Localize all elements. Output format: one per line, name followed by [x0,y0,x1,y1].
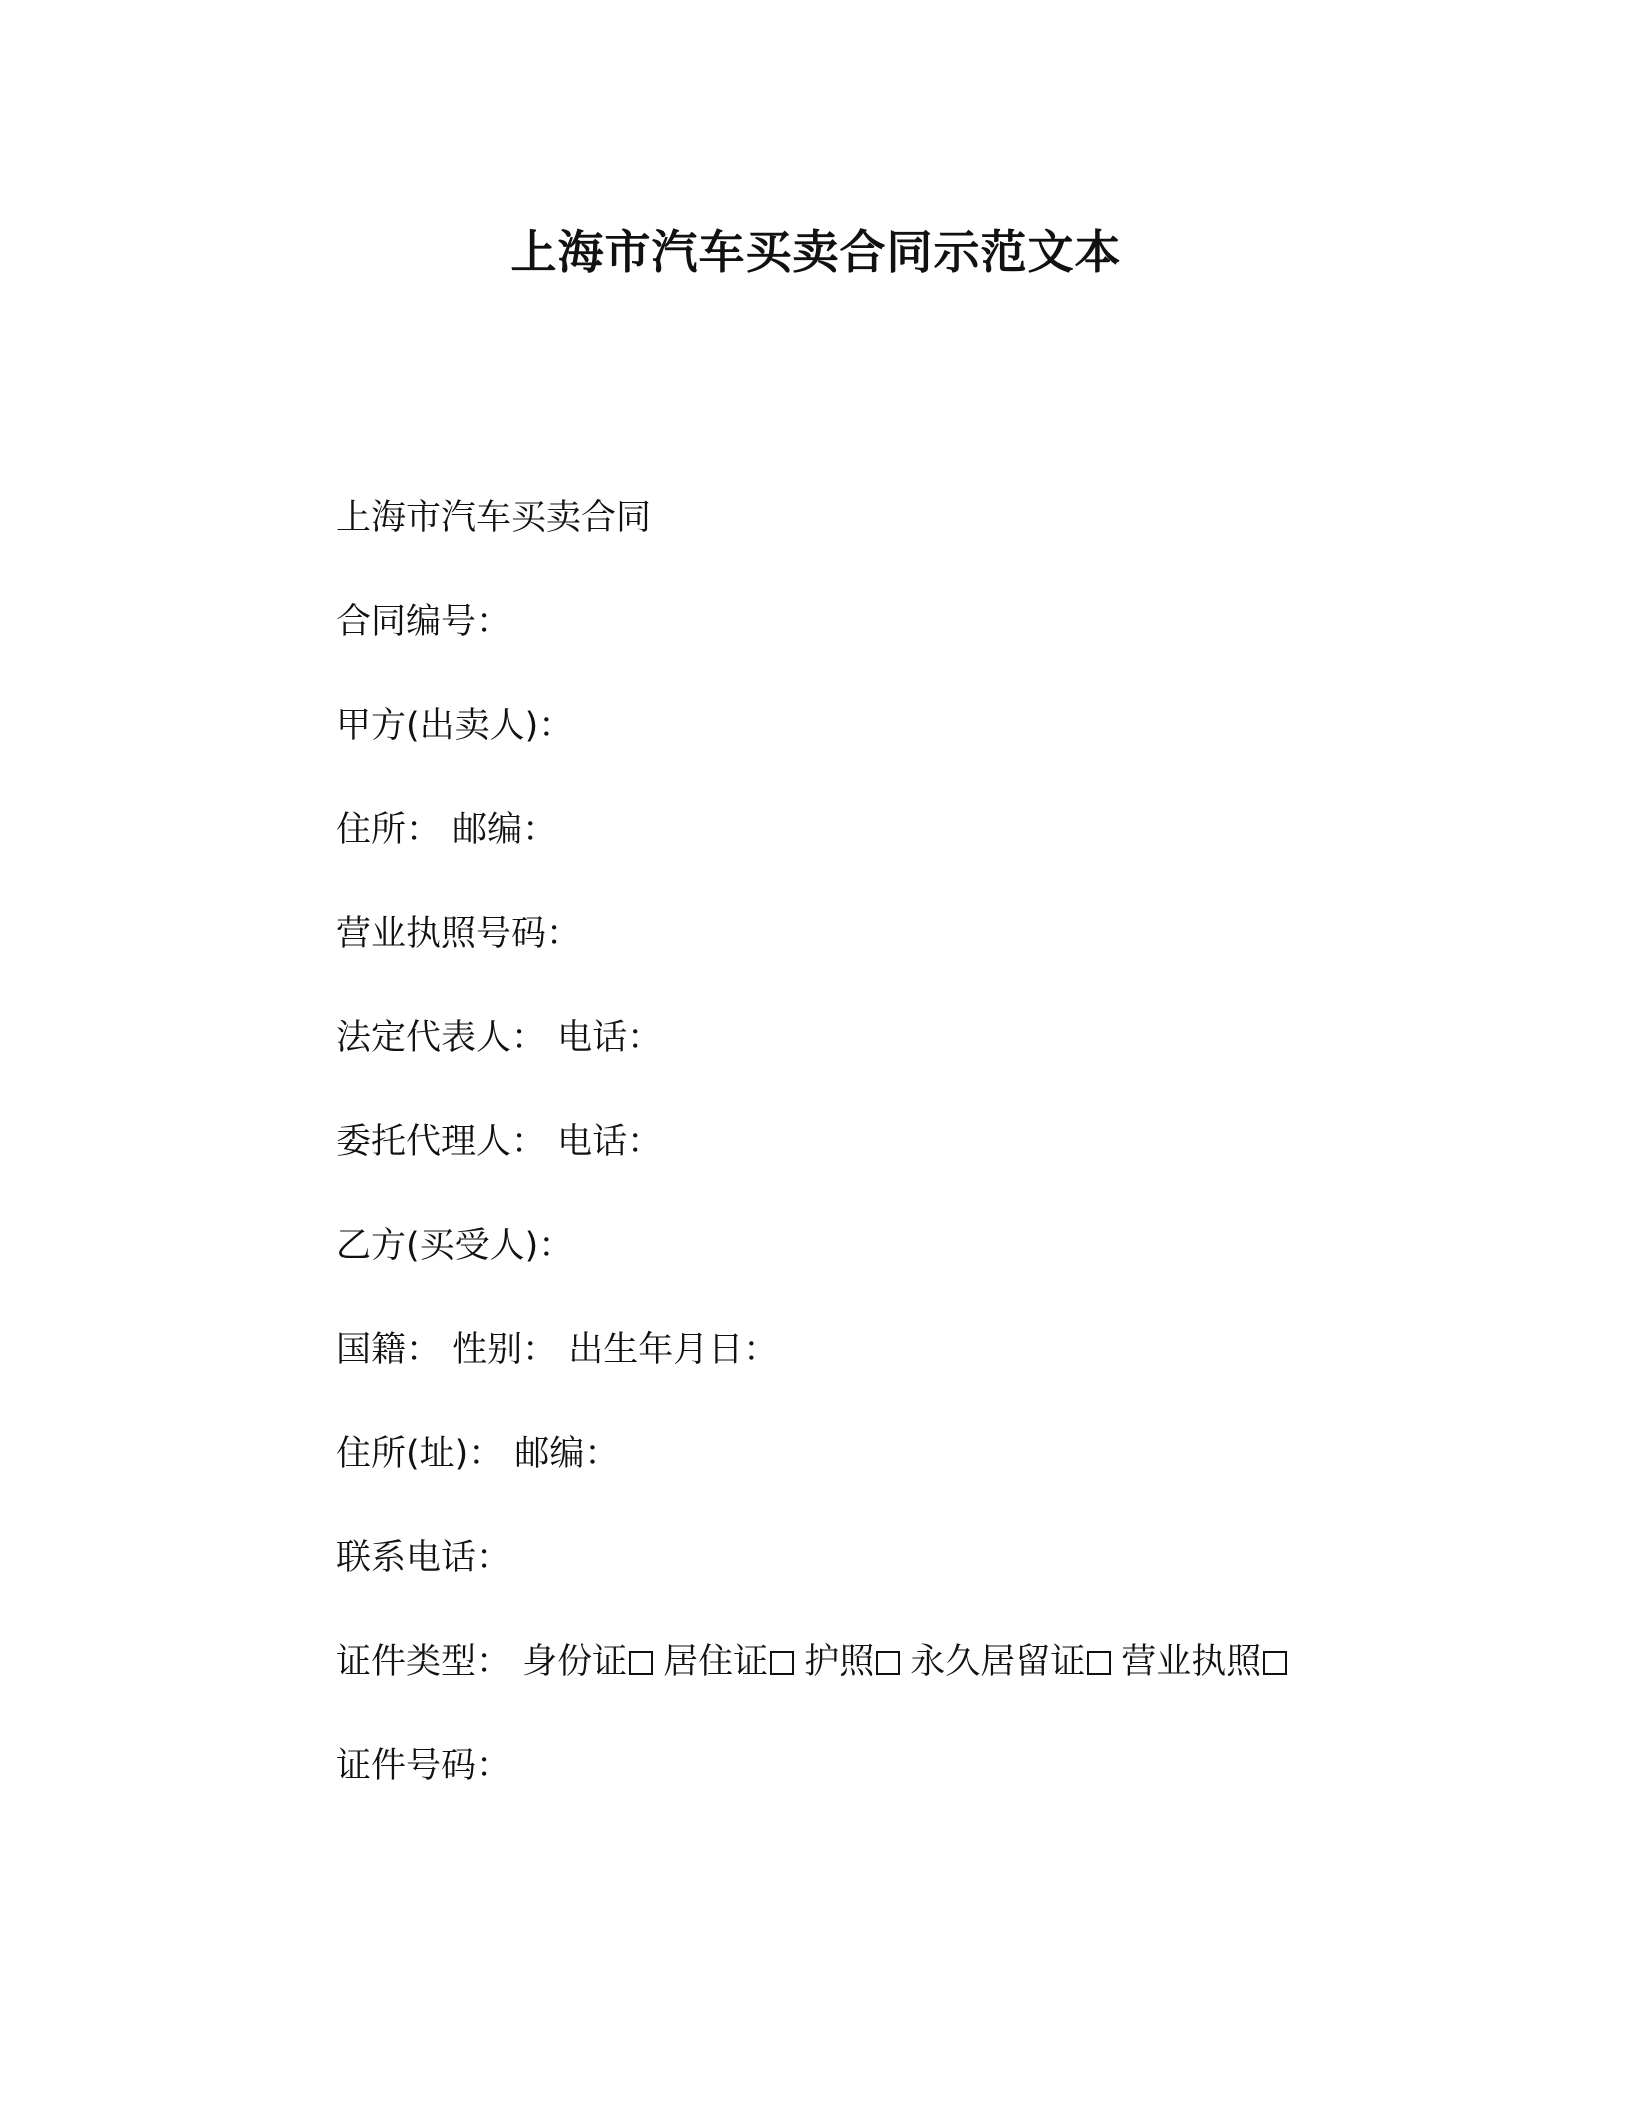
id-type-option[interactable] [804,1638,900,1686]
checkbox-icon[interactable] [1087,1651,1111,1675]
id-type-field [336,1638,1466,1686]
id-type-option[interactable] [522,1638,653,1686]
id-type-option-label: 营业执照 [1121,1642,1262,1682]
checkbox-icon[interactable] [770,1651,794,1675]
document-title: 上海市汽车买卖合同示范文本 [510,225,1122,279]
contract-name: 上海市汽车买卖合同 [336,498,652,538]
party-a-address-field: 住所： 邮编： [336,810,558,850]
business-license-field: 营业执照号码： [336,914,582,954]
party-a-field: 甲方(出卖人)： [336,706,574,746]
party-b-field: 乙方(买受人)： [336,1226,574,1266]
checkbox-icon[interactable] [876,1651,900,1675]
id-number-field: 证件号码： [336,1746,512,1786]
id-type-option[interactable] [910,1638,1111,1686]
phone-field: 联系电话： [336,1538,512,1578]
id-type-option[interactable] [1121,1638,1287,1686]
id-type-option-label: 身份证 [522,1642,628,1682]
checkbox-icon[interactable] [629,1651,653,1675]
id-type-option[interactable] [663,1638,794,1686]
contract-number-field: 合同编号： [336,602,512,642]
id-type-options [511,1642,1287,1682]
id-type-option-label: 护照 [804,1642,875,1682]
legal-representative-field: 法定代表人： 电话： [336,1018,663,1058]
party-b-address-field: 住所(址)： 邮编： [336,1434,620,1474]
id-type-label: 证件类型： [336,1642,512,1682]
contract-fields [336,494,1466,1790]
id-type-option-label: 永久居留证 [910,1642,1086,1682]
agent-field: 委托代理人： 电话： [336,1122,663,1162]
nationality-gender-dob-field: 国籍： 性别： 出生年月日： [336,1330,779,1370]
id-type-option-label: 居住证 [663,1642,769,1682]
checkbox-icon[interactable] [1263,1651,1287,1675]
